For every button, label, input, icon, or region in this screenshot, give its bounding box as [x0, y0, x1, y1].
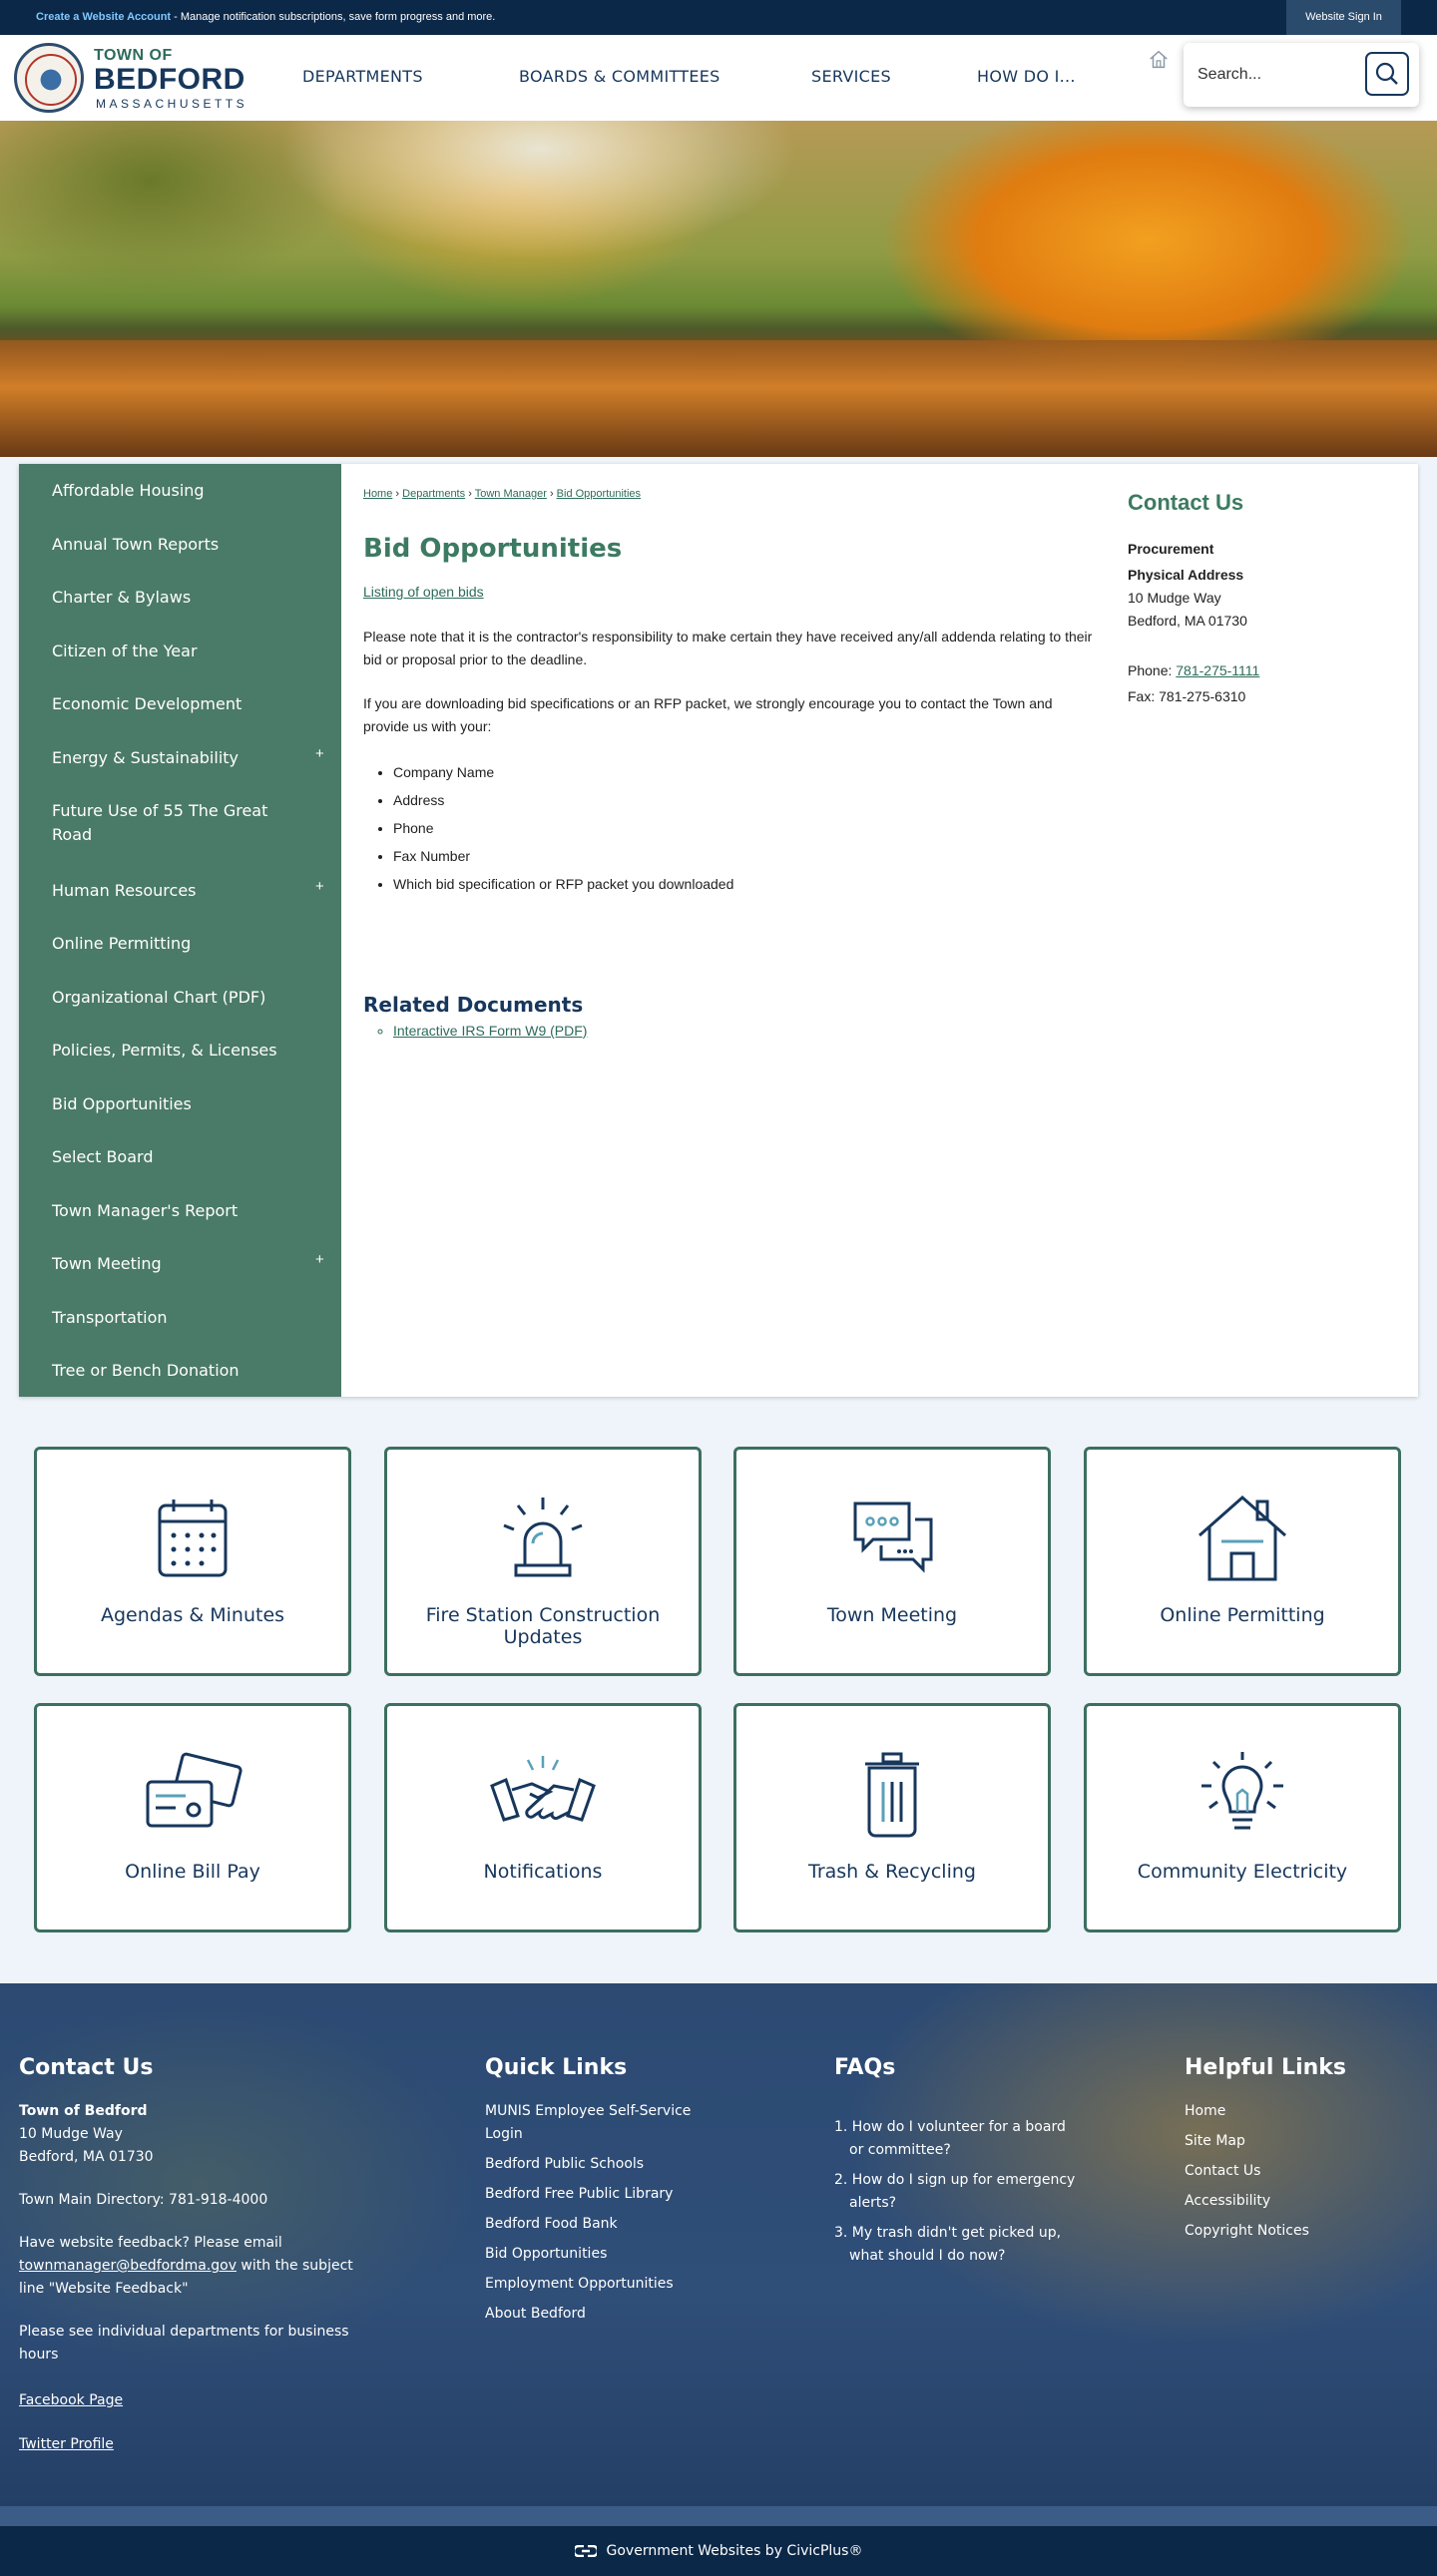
footer-feedback-post: with the subject line "Website Feedback": [19, 2258, 353, 2297]
contact-title: Contact Us: [1128, 490, 1244, 515]
sidebar-item-energy-sustainability[interactable]: Energy & Sustainability: [52, 748, 239, 767]
nav-boards-committees[interactable]: BOARDS & COMMITTEES: [519, 67, 720, 86]
tile-town-meeting[interactable]: [733, 1447, 1051, 1676]
breadcrumb-town-manager[interactable]: Town Manager: [474, 488, 547, 500]
logo-name: BEDFORD: [94, 63, 245, 96]
contact-phone-link[interactable]: 781-275-1111: [1176, 662, 1260, 678]
contact-phone-label: Phone:: [1128, 662, 1177, 678]
footer-faqs-title: FAQs: [834, 2055, 896, 2080]
hero-sky: [279, 121, 798, 260]
footer-quick-links-title: Quick Links: [485, 2055, 628, 2080]
contact-phone-row: [1128, 662, 1259, 678]
account-message-text: - Manage notification subscriptions, save form progress and more.: [171, 11, 496, 23]
contact-city: Bedford, MA 01730: [1128, 613, 1247, 629]
sidebar-item-policies-permits-licenses[interactable]: Policies, Permits, & Licenses: [52, 1041, 277, 1060]
breadcrumb-sep: ›: [549, 488, 554, 500]
calendar-icon: [138, 1494, 247, 1583]
tile-label: Trash & Recycling: [808, 1861, 976, 1883]
footer-divider: [0, 2506, 1437, 2526]
sidebar-item-town-managers-report[interactable]: Town Manager's Report: [52, 1201, 239, 1220]
related-documents-heading: Related Documents: [363, 993, 584, 1017]
house-icon: [1188, 1494, 1297, 1583]
footer-link[interactable]: MUNIS Employee Self-Service Login: [485, 2103, 692, 2142]
sidebar-item-tree-bench-donation[interactable]: Tree or Bench Donation: [52, 1361, 240, 1380]
footer-feedback-pre: Have website feedback? Please email: [19, 2235, 282, 2251]
search-button[interactable]: [1365, 52, 1409, 96]
footer-link[interactable]: Home: [1185, 2103, 1226, 2119]
site-header: [0, 35, 1437, 121]
civicplus-logo-icon: [575, 2545, 597, 2557]
sidebar-item-transportation[interactable]: Transportation: [52, 1308, 168, 1327]
tile-notifications[interactable]: [384, 1703, 702, 1932]
footer-directory: Town Main Directory: 781-918-4000: [19, 2192, 268, 2208]
sidebar-item-select-board[interactable]: Select Board: [52, 1147, 154, 1166]
town-seal-icon: [14, 43, 84, 113]
hero-water: [0, 340, 1437, 457]
breadcrumb: [363, 488, 641, 500]
footer-link[interactable]: Copyright Notices: [1185, 2223, 1309, 2239]
siren-icon: [488, 1494, 598, 1583]
footer-twitter-link[interactable]: Twitter Profile: [19, 2436, 114, 2452]
contact-town-paragraph: If you are downloading bid specifications or an RFP packet, we strongly encourage you to contact the Town and provide us with your:: [363, 695, 1053, 734]
sidebar-item-charter-bylaws[interactable]: Charter & Bylaws: [52, 588, 192, 607]
footer-helpful-title: Helpful Links: [1185, 2055, 1347, 2080]
list-item: • Phone: [393, 814, 733, 842]
tile-label: Fire Station Construction Updates: [425, 1604, 661, 1648]
sidebar-item-economic-development[interactable]: Economic Development: [52, 694, 242, 713]
nav-services[interactable]: SERVICES: [811, 67, 892, 86]
info-list: [393, 758, 733, 898]
footer-link[interactable]: Accessibility: [1185, 2193, 1271, 2209]
footer-feedback: [19, 2232, 368, 2301]
main-panel: [19, 464, 1418, 1397]
hero-banner-image: [0, 121, 1437, 457]
chat-bubbles-icon: [837, 1494, 947, 1583]
logo-town-of: TOWN OF: [94, 47, 173, 64]
credit-card-icon: [138, 1750, 247, 1840]
contact-dept: Procurement: [1128, 541, 1214, 557]
footer-hours-note: Please see individual departments for business hours: [19, 2324, 349, 2362]
expand-human-resources-button[interactable]: +: [315, 878, 324, 895]
site-footer: [0, 1983, 1437, 2506]
footer-city: Bedford, MA 01730: [19, 2149, 154, 2165]
tile-label: Online Permitting: [1160, 1604, 1325, 1626]
expand-energy-button[interactable]: +: [315, 745, 324, 762]
search-box: [1184, 43, 1419, 107]
civicplus-bar: [0, 2526, 1437, 2576]
search-icon: [1367, 54, 1407, 94]
tile-label: Notifications: [483, 1861, 603, 1883]
tile-online-bill-pay[interactable]: [34, 1703, 351, 1932]
account-message: [36, 11, 495, 23]
contact-street: 10 Mudge Way: [1128, 590, 1221, 606]
tile-community-electricity[interactable]: [1084, 1703, 1401, 1932]
list-item: [393, 1023, 587, 1039]
tile-label: Community Electricity: [1137, 1861, 1348, 1883]
town-logo[interactable]: [14, 43, 248, 113]
footer-org: Town of Bedford: [19, 2103, 148, 2119]
breadcrumb-current[interactable]: Bid Opportunities: [556, 488, 642, 500]
breadcrumb-sep: ›: [468, 488, 472, 500]
home-icon[interactable]: [1148, 49, 1170, 71]
sidebar-item-affordable-housing[interactable]: Affordable Housing: [52, 481, 205, 500]
sidebar-item-citizen-of-the-year[interactable]: Citizen of the Year: [52, 642, 198, 660]
footer-street: 10 Mudge Way: [19, 2126, 123, 2142]
footer-link[interactable]: Contact Us: [1185, 2163, 1261, 2179]
tile-trash-recycling[interactable]: [733, 1703, 1051, 1932]
footer-link[interactable]: Employment Opportunities: [485, 2276, 674, 2292]
footer-contact: [19, 2055, 368, 2456]
footer-contact-title: Contact Us: [19, 2055, 154, 2080]
sidebar-item-organizational-chart[interactable]: Organizational Chart (PDF): [52, 988, 266, 1007]
page-title: Bid Opportunities: [363, 534, 623, 564]
search-input[interactable]: [1198, 61, 1347, 89]
sidebar-item-future-use-55-great-road[interactable]: Future Use of 55 The Great Road: [52, 801, 268, 844]
faq-link[interactable]: 2. How do I sign up for emergency alerts?: [834, 2172, 1076, 2211]
list-item: • Address: [393, 786, 733, 814]
sidebar-item-bid-opportunities[interactable]: Bid Opportunities: [52, 1094, 192, 1113]
tile-agendas-minutes[interactable]: [34, 1447, 351, 1676]
footer-facebook-link[interactable]: Facebook Page: [19, 2392, 124, 2408]
tile-label: Online Bill Pay: [125, 1861, 260, 1883]
list-item: • Fax Number: [393, 842, 733, 870]
footer-link[interactable]: Bedford Free Public Library: [485, 2186, 674, 2202]
top-notification-bar: [0, 0, 1437, 35]
sidebar-item-town-meeting[interactable]: Town Meeting: [52, 1254, 162, 1273]
expand-town-meeting-button[interactable]: +: [315, 1251, 324, 1268]
handshake-icon: [488, 1750, 598, 1840]
sidebar-item-annual-town-reports[interactable]: Annual Town Reports: [52, 535, 220, 554]
nav-departments[interactable]: DEPARTMENTS: [302, 67, 423, 86]
footer-link[interactable]: Bedford Public Schools: [485, 2156, 645, 2172]
civicplus-credit-link[interactable]: Government Websites by CivicPlus®: [606, 2543, 863, 2559]
create-account-link[interactable]: Create a Website Account: [36, 11, 172, 23]
faq-link[interactable]: 1. How do I volunteer for a board or committee?: [834, 2119, 1066, 2158]
breadcrumb-departments[interactable]: Departments: [402, 488, 466, 500]
footer-link[interactable]: About Bedford: [485, 2306, 586, 2322]
addenda-paragraph: Please note that it is the contractor's responsibility to make certain they have received any/all addenda relating to their bid or proposal prior to the deadline.: [363, 629, 1093, 667]
breadcrumb-sep: ›: [395, 488, 400, 500]
contact-address-label: Physical Address: [1128, 567, 1244, 583]
tile-label: Town Meeting: [826, 1604, 958, 1626]
sidebar-item-online-permitting[interactable]: Online Permitting: [52, 934, 192, 953]
list-item: • Company Name: [393, 758, 733, 786]
related-documents-list: [393, 1023, 587, 1039]
footer-quick-links: [485, 2055, 724, 2333]
open-bids-link[interactable]: Listing of open bids: [363, 584, 484, 600]
lightbulb-icon: [1188, 1750, 1297, 1840]
trash-can-icon: [837, 1750, 947, 1840]
tile-label: Agendas & Minutes: [100, 1604, 285, 1626]
sidebar-nav: [19, 464, 341, 1397]
contact-fax: Fax: 781-275-6310: [1128, 688, 1246, 704]
website-sign-in-button[interactable]: Website Sign In: [1286, 0, 1401, 35]
nav-how-do-i[interactable]: HOW DO I...: [977, 67, 1076, 86]
tile-online-permitting[interactable]: [1084, 1447, 1401, 1676]
sidebar-item-human-resources[interactable]: Human Resources: [52, 881, 197, 900]
footer-helpful-links: [1185, 2055, 1404, 2250]
irs-w9-link[interactable]: Interactive IRS Form W9 (PDF): [393, 1023, 588, 1039]
tile-fire-station-updates[interactable]: [384, 1447, 702, 1676]
footer-feedback-email-link[interactable]: townmanager@bedfordma.gov: [19, 2258, 237, 2274]
logo-state: MASSACHUSETTS: [96, 97, 248, 111]
footer-faqs: [834, 2055, 1084, 2268]
breadcrumb-home[interactable]: Home: [363, 488, 393, 500]
footer-link[interactable]: Site Map: [1185, 2133, 1245, 2149]
faq-link[interactable]: 3. My trash didn't get picked up, what should I do now?: [834, 2225, 1062, 2264]
footer-link[interactable]: Bid Opportunities: [485, 2246, 608, 2262]
list-item: • Which bid specification or RFP packet you downloaded: [393, 870, 733, 898]
footer-link[interactable]: Bedford Food Bank: [485, 2216, 618, 2232]
